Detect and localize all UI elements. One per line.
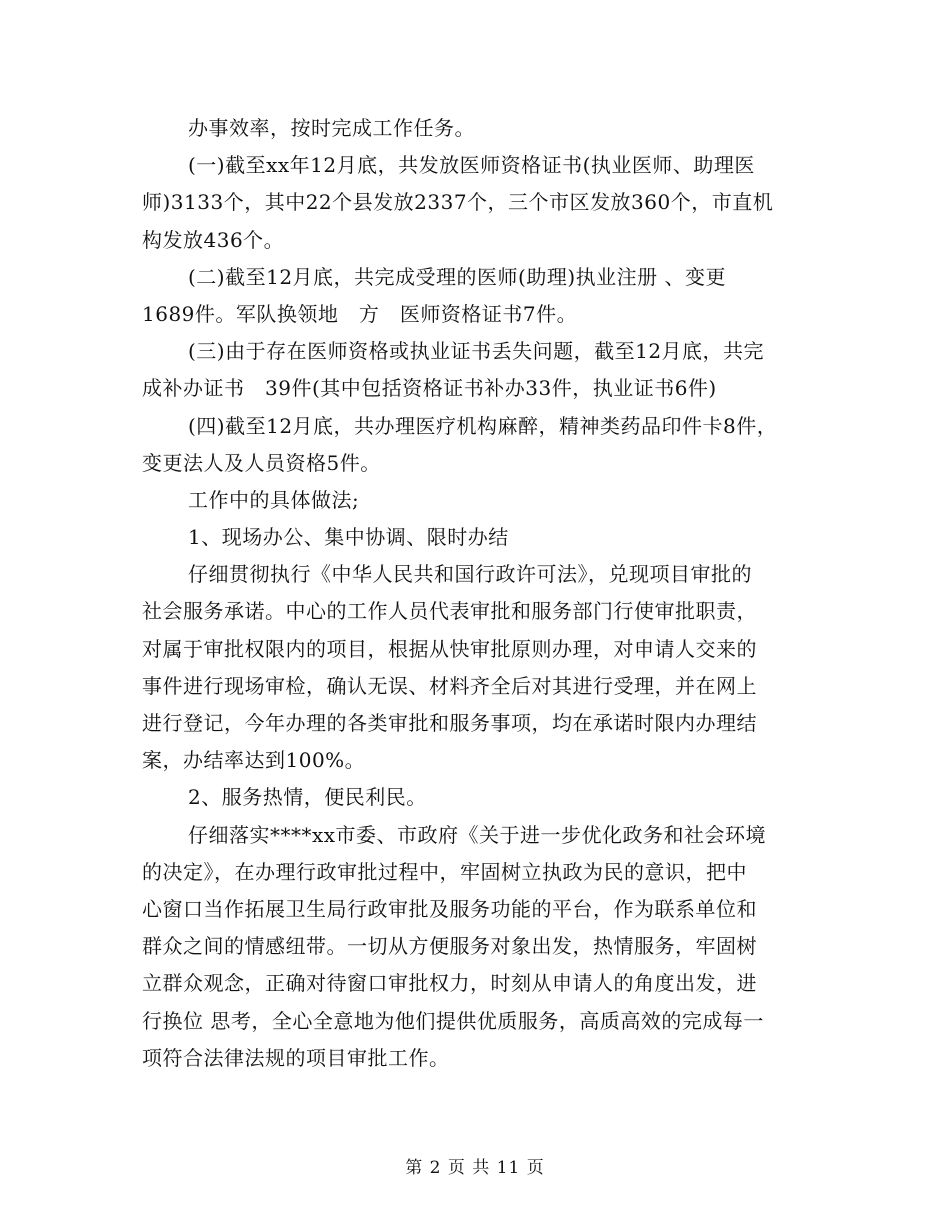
text-line: 事件进行现场审检，确认无误、材料齐全后对其进行受理，并在网上 bbox=[142, 673, 757, 698]
text-line: 立群众观念，正确对待窗口审批权力，时刻从申请人的角度出发，进 bbox=[142, 971, 757, 996]
text-line: (一)截至xx年12月底，共发放医师资格证书(执业医师、助理医 bbox=[188, 153, 755, 178]
text-line: 案，办结率达到100%。 bbox=[142, 748, 366, 773]
text-line: 行换位 思考，全心全意地为他们提供优质服务，高质高效的完成每一 bbox=[142, 1008, 764, 1033]
text-line: 群众之间的情感纽带。一切从方便服务对象出发，热情服务，牢固树 bbox=[142, 934, 757, 959]
text-line: 1、现场办公、集中协调、限时办结 bbox=[188, 525, 509, 550]
text-line: 师)3133个，其中22个县发放2337个，三个市区发放360个，市直机 bbox=[142, 190, 774, 215]
text-line: 2、服务热情，便民利民。 bbox=[188, 785, 427, 810]
text-line: 办事效率，按时完成工作任务。 bbox=[188, 116, 475, 140]
text-line: 成补办证书 39件(其中包括资格证书补办33件，执业证书6件) bbox=[142, 376, 717, 401]
text-line: 变更法人及人员资格5件。 bbox=[142, 450, 381, 475]
document-body bbox=[142, 110, 822, 1077]
text-line: 心窗口当作拓展卫生局行政审批及服务功能的平台，作为联系单位和 bbox=[142, 896, 757, 921]
text-line: 社会服务承诺。中心的工作人员代表审批和服务部门行使审批职责， bbox=[142, 599, 757, 624]
text-line: 进行登记，今年办理的各类审批和服务事项，均在承诺时限内办理结 bbox=[142, 711, 757, 735]
text-line: 对属于审批权限内的项目，根据从快审批原则办理，对申请人交来的 bbox=[142, 636, 757, 661]
text-line: 仔细落实****xx市委、市政府《关于进一步优化政务和社会环境 bbox=[188, 822, 767, 847]
text-line: (二)截至12月底，共完成受理的医师(助理)执业注册 、变更 bbox=[188, 264, 727, 289]
text-line: 项符合法律法规的项目审批工作。 bbox=[142, 1045, 450, 1070]
page-footer: 第 2 页 共 11 页 bbox=[405, 1158, 545, 1178]
text-line: 的决定》，在办理行政审批过程中，牢固树立执政为民的意识，把中 bbox=[142, 859, 747, 884]
text-line: (四)截至12月底，共办理医疗机构麻醉，精神类药品印件卡8件， bbox=[188, 413, 778, 438]
text-line: 工作中的具体做法; bbox=[188, 487, 360, 512]
text-line: 仔细贯彻执行《中华人民共和国行政许可法》，兑现项目审批的 bbox=[188, 562, 752, 587]
text-line: 1689件。军队换领地 方 医师资格证书7件。 bbox=[142, 301, 578, 326]
text-line: 构发放436个。 bbox=[142, 227, 285, 252]
text-line: (三)由于存在医师资格或执业证书丢失问题，截至12月底，共完 bbox=[188, 339, 765, 364]
